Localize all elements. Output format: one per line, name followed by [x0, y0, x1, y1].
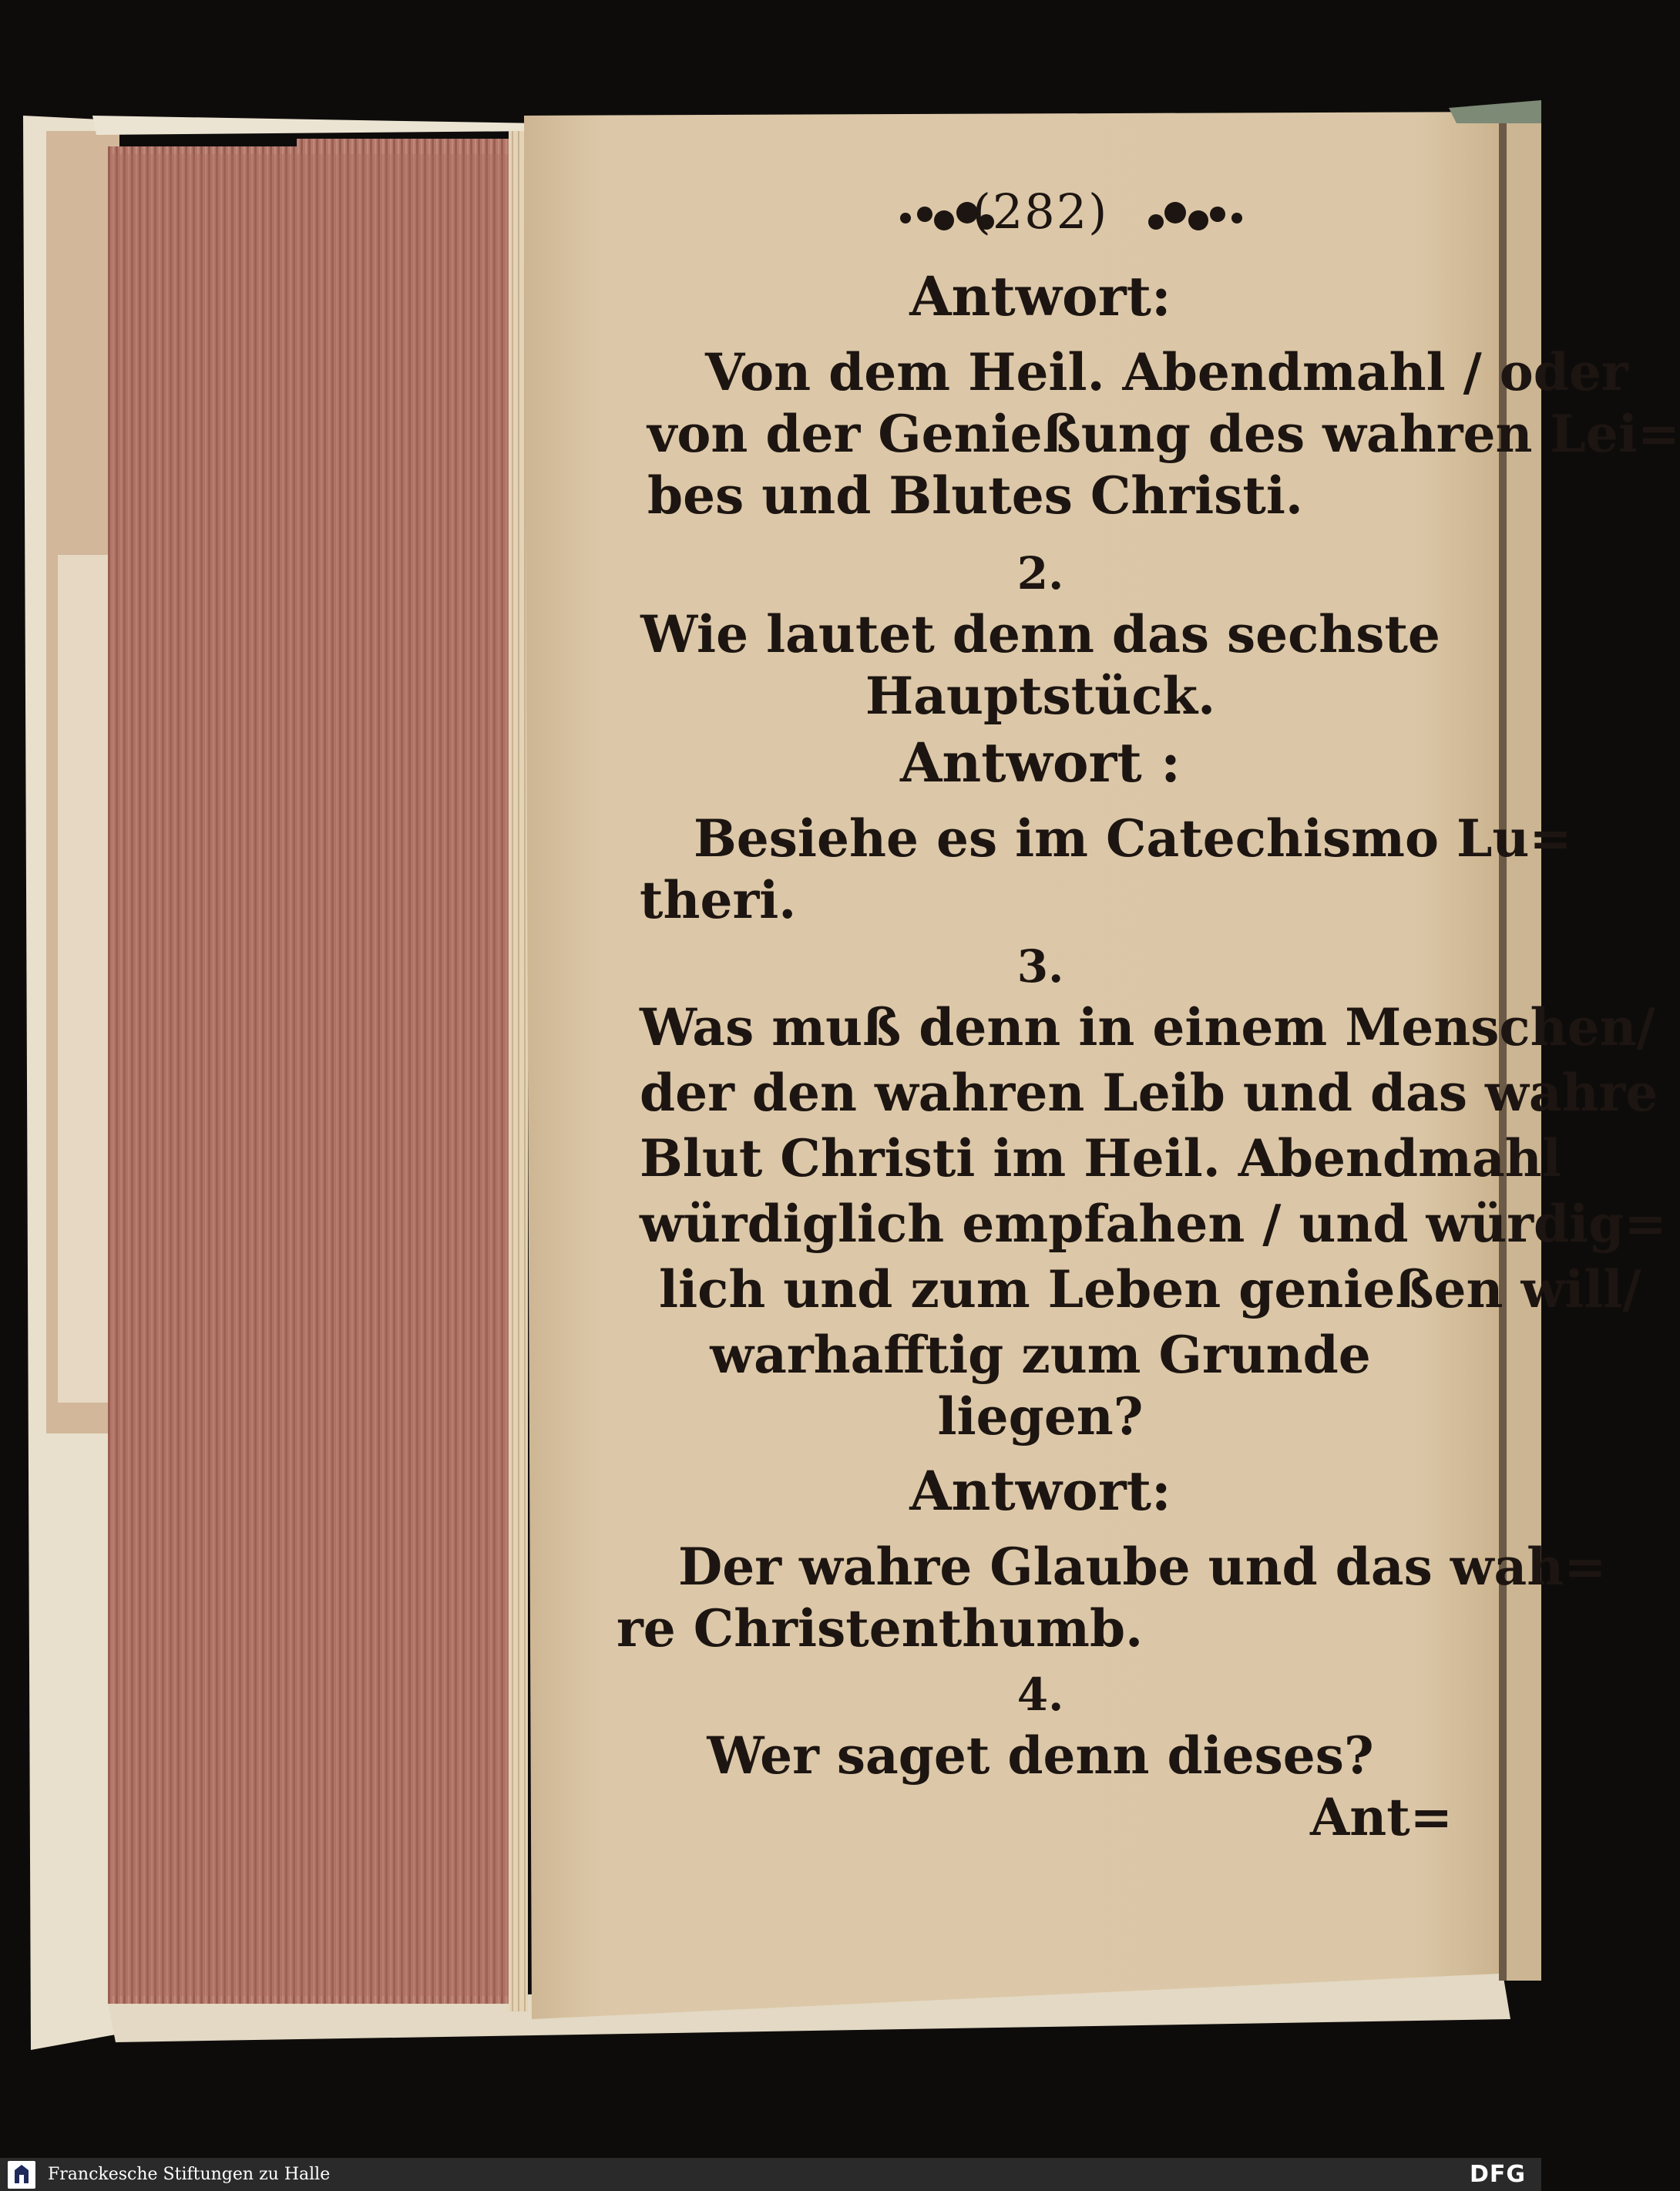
question-number: 4.: [1016, 1668, 1064, 1721]
catchword: Ant=: [1310, 1787, 1453, 1847]
body-line: Blut Christi im Heil. Abendmahl: [640, 1128, 1561, 1188]
body-line: der den wahren Leib und das wahre: [640, 1063, 1658, 1123]
body-line: Was muß denn in einem Menschen/: [640, 997, 1655, 1057]
institution-logo-icon: [8, 2161, 35, 2189]
institution-name: Franckesche Stiftungen zu Halle: [48, 2165, 331, 2184]
page-number: (282): [972, 183, 1109, 240]
body-line: Hauptstück.: [865, 666, 1216, 726]
body-line: warhafftig zum Grunde: [710, 1325, 1371, 1385]
page-text: [617, 170, 1680, 1847]
dfg-logo: DFG: [1469, 2161, 1526, 2188]
body-line: Wer saget denn dieses?: [707, 1726, 1374, 1786]
body-line: Von dem Heil. Abendmahl / oder: [705, 342, 1628, 402]
question-number: 3.: [1016, 940, 1064, 993]
question-number: 2.: [1016, 547, 1064, 600]
body-line: Der wahre Glaube und das wah=: [678, 1537, 1607, 1597]
answer-heading: Antwort :: [900, 731, 1181, 795]
body-line: Besiehe es im Catechismo Lu=: [694, 808, 1572, 869]
body-line: Wie lautet denn das sechste: [640, 604, 1440, 664]
answer-heading: Antwort:: [909, 1459, 1171, 1523]
body-line: theri.: [640, 870, 797, 930]
body-line: bes und Blutes Christi.: [647, 465, 1303, 526]
body-line: re Christenthumb.: [617, 1598, 1144, 1658]
footer-bar: [0, 2158, 1541, 2191]
body-line: würdiglich empfahen / und würdig=: [640, 1194, 1667, 1254]
body-line: von der Genießung des wahren Lei=: [647, 404, 1680, 464]
body-line: liegen?: [937, 1386, 1144, 1447]
body-line: lich und zum Leben genießen will/: [659, 1259, 1641, 1319]
answer-heading: Antwort:: [909, 264, 1171, 328]
